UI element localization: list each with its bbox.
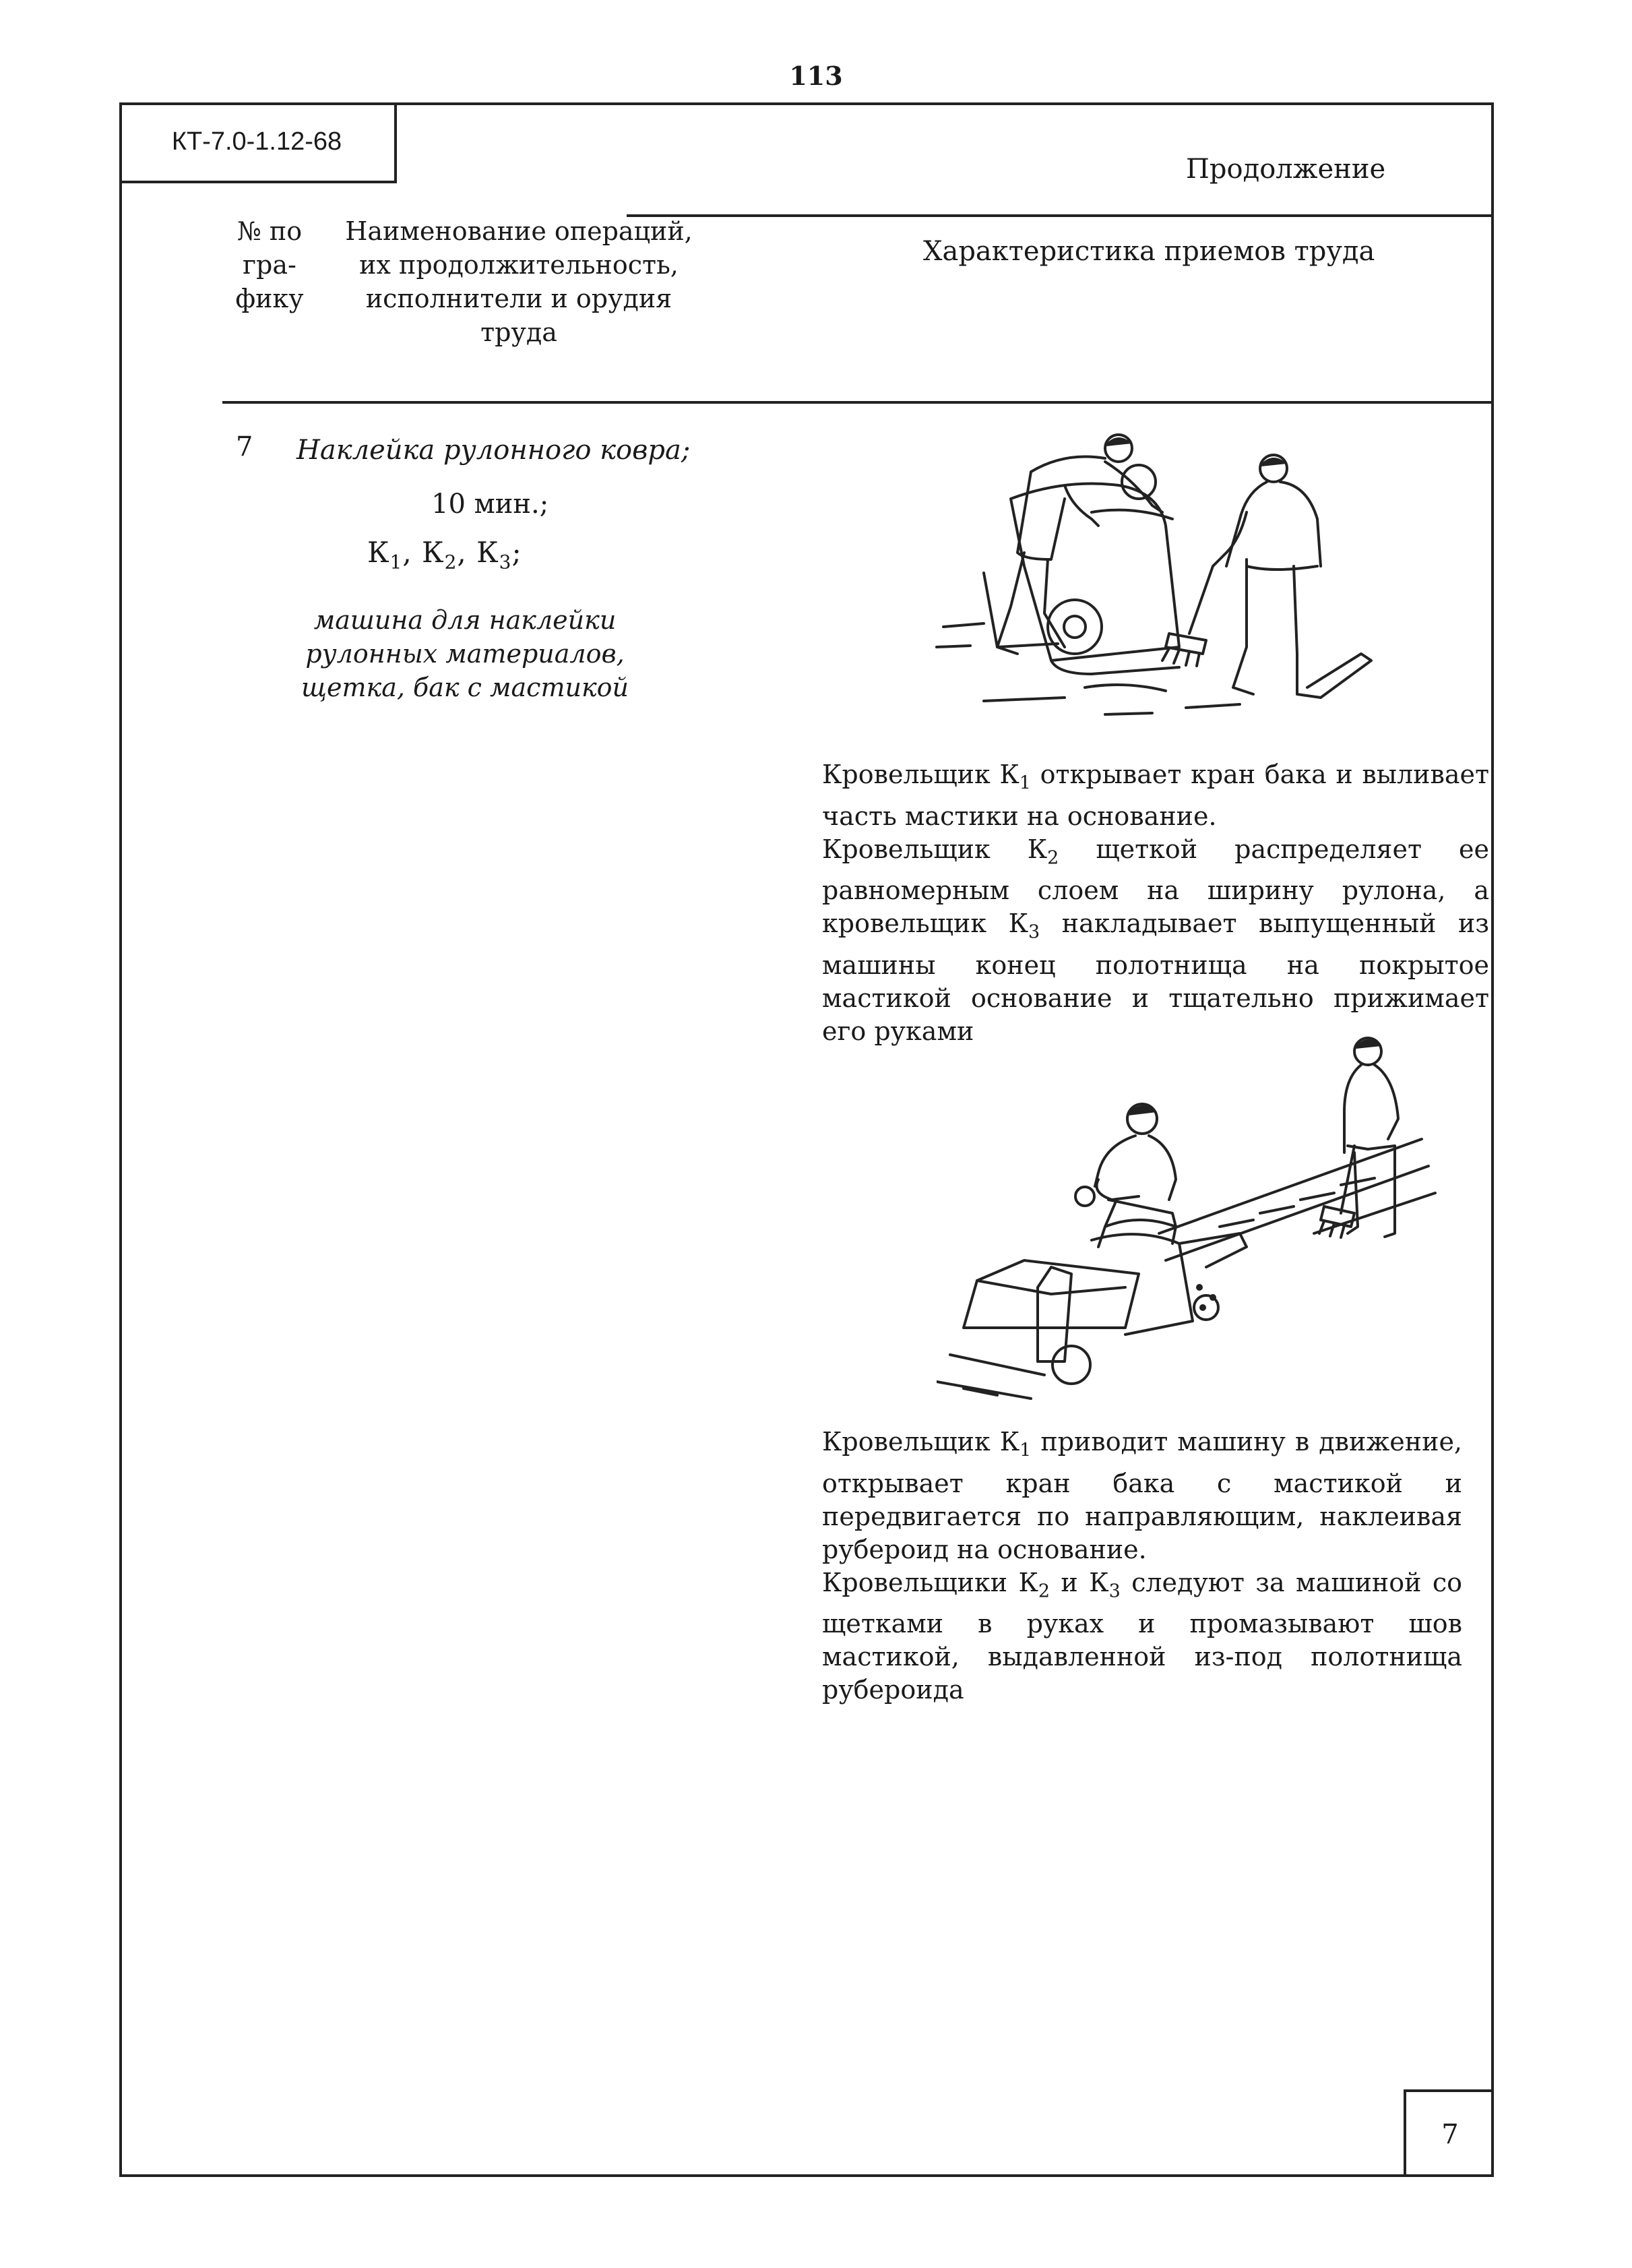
column-header-graph-number: № по гра- фику	[235, 216, 304, 313]
roofing-machine-on-rails-illustration	[937, 1011, 1449, 1402]
description-2-paragraph-1: Кровельщик $К_1$ приводит машину в движение, открывает кран бака с мастикой и передвигается по направляющим, наклеивая рубероид на основание.	[822, 1427, 1463, 1564]
operation-tools: машина для наклейки рулонных материалов, щетка, бак с мастикой	[301, 605, 629, 702]
doc-code: КТ-7.0-1.12-68	[119, 102, 397, 183]
continuation-label: Продолжение	[1186, 154, 1386, 185]
column-header-work-methods: Характеристика приемов труда	[923, 236, 1375, 267]
page-number: 113	[789, 61, 843, 91]
roofers-pouring-mastic-illustration	[930, 431, 1429, 741]
header-top-rule	[627, 214, 1494, 217]
column-header-operations: Наименование операций, их продолжительность, исполнители и орудия труда	[345, 216, 693, 347]
description-step-1	[822, 758, 1489, 1048]
description-1-paragraph-2: Кровельщик $К_2$ щеткой распределяет ее равномерным слоем на ширину рулона, а кровельщик $К_3$ накладывает выпущенный из машины конец полотнища на покрытое мастикой основание и тщательно прижимает его руками	[822, 834, 1490, 1046]
operation-duration: 10 мин.;	[431, 489, 549, 520]
description-1-paragraph-1: Кровельщик $К_1$ открывает кран бака и выливает часть мастики на основание.	[822, 760, 1489, 831]
operation-name: Наклейка рулонного ковра;	[296, 435, 691, 466]
description-2-paragraph-2: Кровельщики $К_2$ и $К_3$ следуют за машиной со щетками в руках и промазывают шов мастикой, выдавленной из-под полотнища рубероида	[822, 1567, 1463, 1705]
description-step-2	[822, 1426, 1462, 1707]
operation-workers: $К_1$, $К_2$, $К_3$;	[367, 536, 522, 574]
sheet-number: 7	[1404, 2089, 1494, 2177]
header-bottom-rule	[222, 401, 1494, 404]
operation-number: 7	[236, 431, 253, 462]
